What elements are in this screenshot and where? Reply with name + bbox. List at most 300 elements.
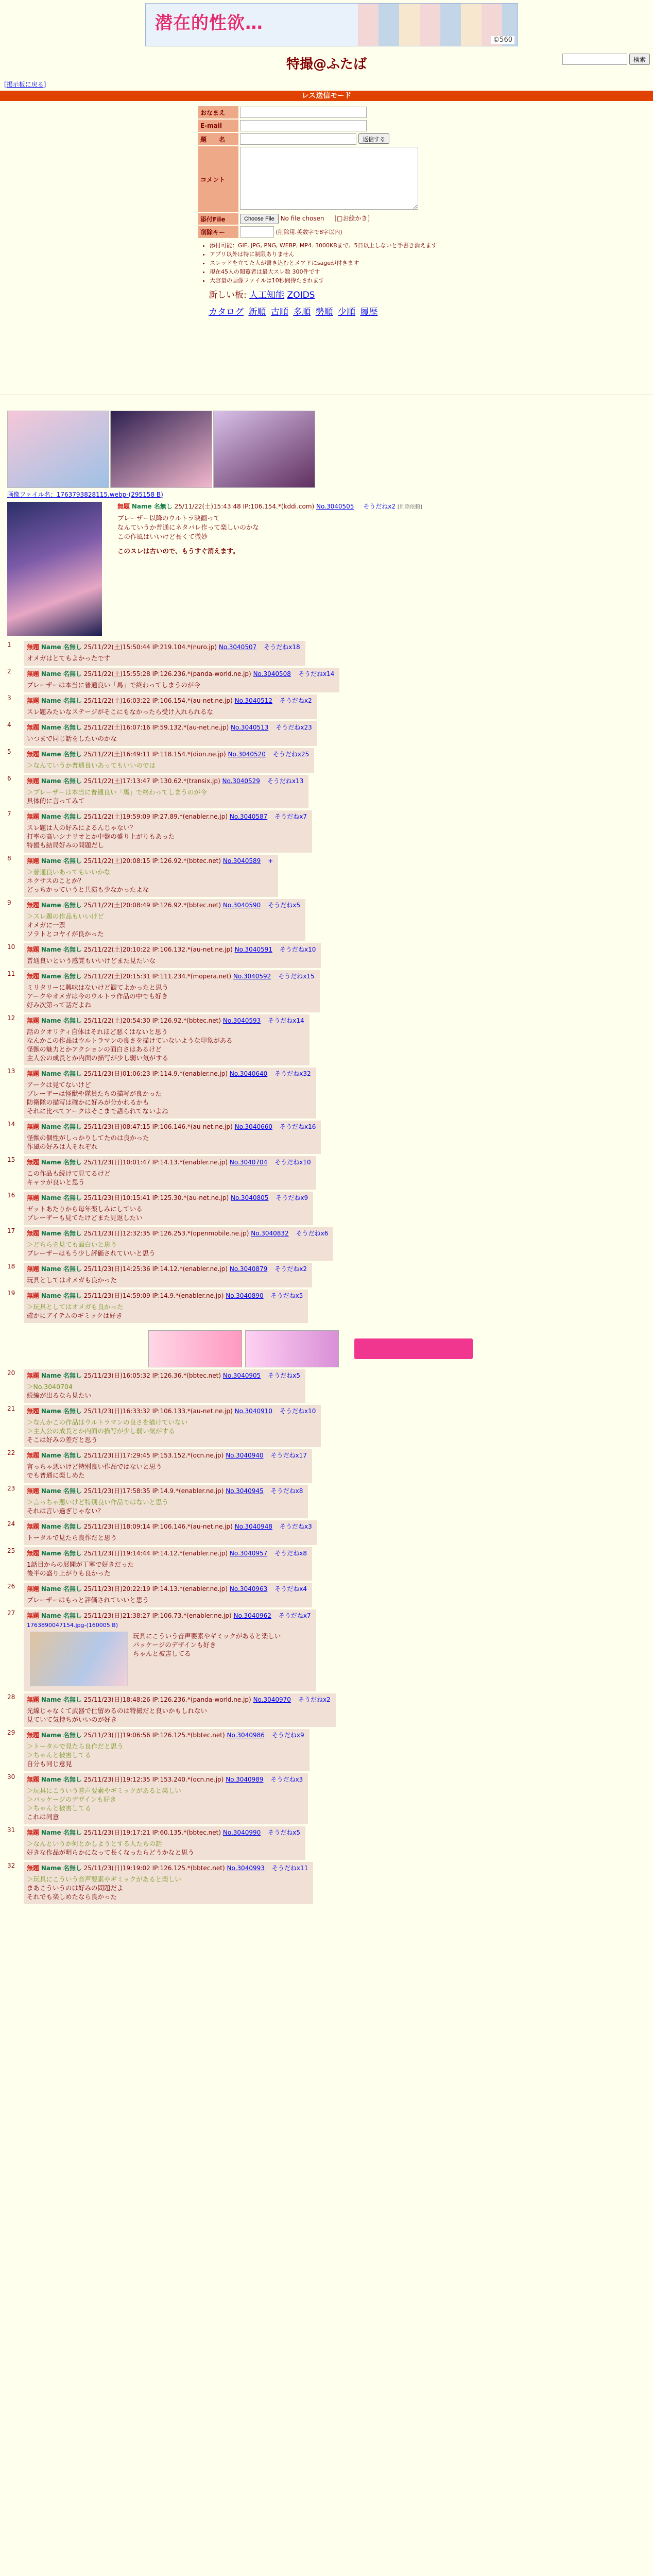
reply-name: Name 名無し (41, 1829, 82, 1836)
reply-header (27, 901, 300, 910)
reply-marker: 7 (7, 810, 11, 818)
reply-soudane[interactable]: そうだねx3 (280, 1523, 312, 1530)
reply-text (27, 681, 334, 689)
reply-line: 自分も同じ意見 (27, 1760, 72, 1768)
reply-subject: 無題 (27, 1523, 40, 1530)
reply-text (27, 654, 300, 663)
reply-line: ブレーザーも見てたけどまた見返したい (27, 1214, 143, 1222)
reply-name-value: 名無し (63, 1070, 82, 1077)
reply-marker: 11 (7, 970, 15, 977)
reply-soudane[interactable]: そうだねx6 (296, 1230, 329, 1237)
reply-soudane[interactable]: そうだねx13 (267, 777, 304, 785)
reply-soudane[interactable]: そうだねx7 (278, 1612, 311, 1619)
reply-soudane[interactable]: そうだねx9 (271, 1732, 304, 1739)
reply-number[interactable]: No.3040704 (229, 1159, 268, 1166)
name-field[interactable] (240, 107, 367, 118)
reply-row (7, 1449, 653, 1483)
reply-subject: 無題 (27, 1265, 40, 1273)
reply-name: Name 名無し (41, 777, 82, 785)
reply-soudane[interactable]: そうだねx10 (280, 1408, 316, 1415)
reply-text (27, 1027, 304, 1062)
reply-header (27, 697, 312, 705)
reply-line: なんかこの作品はウルトラマンの良さを描けていないような印象がある (27, 1037, 233, 1044)
reply-name-value: 名無し (63, 1017, 82, 1024)
search-box (562, 54, 650, 65)
reply-number[interactable]: No.3040512 (234, 697, 272, 704)
reply-soudane[interactable]: そうだねx8 (270, 1487, 303, 1495)
reply-box (24, 1609, 316, 1691)
new-board-link-ai[interactable]: 人工知能 (249, 290, 285, 300)
reply-name: Name 名無し (41, 1230, 82, 1237)
back-to-board-link[interactable]: [掲示板に戻る] (4, 81, 46, 88)
reply-marker: 19 (7, 1290, 15, 1297)
reply-number[interactable]: No.3040986 (227, 1732, 265, 1739)
reply-name: Name 名無し (41, 1452, 82, 1459)
reply-date: 25/11/22(土)15:55:28 IP:126.236.*(panda-world.ne.jp) (83, 670, 251, 677)
reply-number[interactable]: No.3040962 (233, 1612, 271, 1619)
reply-line: アークやオメガは今のウルトラ作品の中でも好き (27, 992, 168, 1000)
reply-soudane[interactable]: そうだねx5 (270, 1292, 303, 1299)
reply-header (27, 1612, 311, 1620)
reply-number[interactable]: No.3040963 (229, 1585, 268, 1592)
reply-text (27, 956, 316, 965)
reply-header (27, 750, 309, 759)
reply-marker: 4 (7, 721, 11, 728)
reply-name-value: 名無し (63, 1123, 82, 1130)
reply-line: ブレーザーは本当に普通良い「馬」で終わってしまうのが今 (27, 681, 200, 689)
quote-line: ＞No.3040704 (27, 1383, 73, 1391)
ad-image[interactable] (7, 411, 109, 488)
name-label: おなまえ (198, 106, 238, 118)
back-link-wrap (4, 80, 653, 89)
reply-soudane[interactable]: そうだねx17 (270, 1452, 307, 1459)
reply-number[interactable]: No.3040591 (234, 946, 272, 953)
reply-soudane[interactable]: そうだねx5 (268, 1372, 300, 1379)
reply-text (27, 1302, 303, 1320)
reply-text (27, 1560, 307, 1578)
rule-item: • 現在45人の閲覧者は最大スレ数 300件です (210, 267, 456, 276)
reply-number[interactable]: No.3040957 (229, 1550, 268, 1557)
reply-name-value: 名無し (63, 1372, 82, 1379)
reply-date: 25/11/23(日)21:38:27 IP:106.73.*(enabler.ne.jp) (83, 1612, 232, 1619)
reply-subject: 無題 (27, 857, 40, 865)
reply-number[interactable]: No.3040879 (229, 1265, 268, 1273)
reply-name: Name 名無し (41, 1487, 82, 1495)
reply-row (7, 721, 653, 746)
reply-name: Name 名無し (41, 1372, 82, 1379)
nav-few[interactable]: 少順 (338, 307, 356, 317)
reply-marker: 21 (7, 1405, 15, 1412)
reply-header (27, 1123, 316, 1131)
reply-number[interactable]: No.3040640 (229, 1070, 268, 1077)
nav-momentum[interactable]: 勢順 (315, 307, 333, 317)
reply-row (7, 1862, 653, 1904)
reply-name: Name 名無し (41, 1585, 82, 1592)
reply-date: 25/11/23(日)01:06:23 IP:114.9.*(enabler.ne.jp) (83, 1070, 228, 1077)
quote-line: ＞トータルで見たら良作だと思う (27, 1742, 124, 1750)
reply-number[interactable]: No.3040529 (222, 777, 260, 785)
reply-marker: 3 (7, 694, 11, 702)
ad-image[interactable] (213, 411, 315, 488)
reply-number[interactable]: No.3040990 (222, 1829, 261, 1836)
reply-thumbnail[interactable] (30, 1632, 128, 1686)
reply-number[interactable]: No.3040587 (229, 813, 268, 820)
op-line: なんていうか普通にネタバレ作って楽しいのかな (117, 523, 259, 531)
reply-box (24, 1156, 316, 1190)
reply-date: 25/11/22(土)15:50:44 IP:219.104.*(nuro.jp) (83, 643, 217, 651)
reply-row (7, 775, 653, 808)
op-body (117, 502, 581, 556)
reply-line: 怪獣の個性がしっかりしてたのは良かった (27, 1134, 149, 1142)
reply-name: Name 名無し (41, 751, 82, 758)
op-line (117, 541, 581, 547)
reply-line: 1話目からの展開が丁寧で好きだった (27, 1561, 134, 1568)
quote-line: ＞なんていうか普通良いあってもいいのでは (27, 761, 156, 769)
comment-textarea[interactable] (240, 147, 418, 210)
reply-soudane[interactable]: そうだねx25 (272, 751, 310, 758)
reply-row (7, 1263, 653, 1287)
subject-field[interactable] (240, 133, 356, 145)
reply-line: 玩具にこういう音声要素やギミックがあると楽しい (133, 1632, 281, 1640)
reply-line: 怪獣の魅力とかアクションの面白さはあるけど (27, 1045, 162, 1053)
reply-file-link[interactable]: 1763890047154.jpg-(160005 B) (27, 1622, 118, 1629)
reply-number[interactable]: No.3040660 (234, 1123, 272, 1130)
reply-box (24, 1729, 310, 1771)
top-bar (0, 0, 653, 50)
reply-name-value: 名無し (63, 1523, 82, 1530)
reply-line: これは同意 (27, 1813, 59, 1821)
reply-name-value: 名無し (63, 973, 82, 980)
reply-box (24, 1121, 321, 1154)
reply-subject: 無題 (27, 1070, 40, 1077)
reply-name: Name 名無し (41, 813, 82, 820)
reply-text (27, 823, 307, 850)
reply-text (27, 1875, 308, 1901)
reply-line: 確かにアイテムのギミックは好き (27, 1312, 123, 1319)
reply-name-value: 名無し (63, 857, 82, 865)
reply-date: 25/11/23(日)16:05:32 IP:126.36.*(bbtec.net) (83, 1372, 221, 1379)
reply-box (24, 899, 305, 941)
reply-date: 25/11/23(日)10:01:47 IP:14.13.*(enabler.ne.jp) (83, 1159, 228, 1166)
reply-soudane[interactable]: そうだねx5 (268, 902, 300, 909)
reply-line: ブレーザーはもう少し評価されていいと思う (27, 1249, 156, 1257)
nav-history[interactable]: 履歴 (360, 307, 378, 317)
reply-line: 主人公の成長とか内面の描写が少し弱い気がする (27, 1054, 169, 1062)
quote-line: ＞なんかこの作品はウルトラマンの良さを描けていない (27, 1418, 188, 1426)
reply-soudane[interactable]: そうだねx14 (268, 1017, 304, 1024)
reply-name: Name 名無し (41, 1017, 82, 1024)
reply-subject: 無題 (27, 643, 40, 651)
reply-name: Name 名無し (41, 1550, 82, 1557)
reply-number[interactable]: No.3040832 (251, 1230, 289, 1237)
reply-subject: 無題 (27, 902, 40, 909)
reply-number[interactable]: No.3040905 (222, 1372, 261, 1379)
delete-key-field[interactable] (240, 226, 274, 238)
reply-subject: 無題 (27, 1585, 40, 1592)
nav-catalog[interactable]: カタログ (209, 307, 244, 317)
reply-row (7, 1227, 653, 1261)
nav-new[interactable]: 新順 (248, 307, 266, 317)
reply-row (7, 1405, 653, 1447)
email-label: E-mail (198, 120, 238, 132)
reply-soudane[interactable]: そうだねx9 (276, 1194, 308, 1201)
op-subject: 無題 (117, 503, 130, 510)
reply-soudane[interactable]: そうだねx8 (274, 1550, 307, 1557)
reply-header (27, 945, 316, 954)
reply-marker: 20 (7, 1369, 15, 1377)
reply-subject: 無題 (27, 1550, 40, 1557)
reply-soudane[interactable]: そうだねx10 (280, 946, 316, 953)
op-file-info (7, 490, 653, 499)
reply-marker: 9 (7, 899, 11, 906)
file-label: 添付File (198, 213, 238, 225)
reply-text (27, 1382, 300, 1400)
reply-box (24, 1192, 313, 1225)
comment-label: コメント (198, 146, 238, 212)
reply-name-value: 名無し (63, 1487, 82, 1495)
quote-line: ＞玩具にこういう音声要素やギミックがあると楽しい (27, 1787, 181, 1794)
reply-text (27, 1786, 303, 1821)
reply-subject: 無題 (27, 1696, 40, 1703)
reply-box (24, 694, 317, 719)
reply-date: 25/11/23(日)12:32:35 IP:126.253.*(openmobile.ne.jp) (83, 1230, 249, 1237)
reply-name: Name 名無し (41, 1123, 82, 1130)
reply-subject: 無題 (27, 1017, 40, 1024)
reply-name: Name 名無し (41, 643, 82, 651)
reply-number[interactable]: No.3040508 (253, 670, 291, 677)
reply-date: 25/11/23(日)08:47:15 IP:106.146.*(au-net.ne.jp) (83, 1123, 233, 1130)
reply-number[interactable]: No.3040940 (226, 1452, 264, 1459)
reply-date: 25/11/23(日)14:25:36 IP:14.12.*(enabler.ne.jp) (83, 1265, 228, 1273)
reply-soudane[interactable]: そうだねx23 (276, 724, 312, 731)
reply-box (24, 1520, 317, 1545)
reply-soudane[interactable]: そうだねx11 (271, 1865, 308, 1872)
reply-soudane[interactable]: そうだねx5 (268, 1829, 300, 1836)
reply-box (24, 1547, 312, 1581)
reply-number[interactable]: No.3040589 (222, 857, 261, 865)
reply-name-value: 名無し (63, 1776, 82, 1783)
op-post (7, 502, 653, 579)
reply-line: アークは見てないけど (27, 1081, 91, 1089)
reply-soudane[interactable]: そうだねx18 (264, 643, 300, 651)
reply-marker: 17 (7, 1227, 15, 1234)
reply-box (24, 1263, 312, 1287)
reply-name-value: 名無し (63, 902, 82, 909)
reply-soudane[interactable]: そうだねx2 (298, 1696, 331, 1703)
reply-date: 25/11/23(日)19:12:35 IP:153.240.*(ocn.ne.jp) (83, 1776, 224, 1783)
op-header (117, 502, 581, 511)
reply-box (24, 970, 320, 1012)
reply-text (27, 1498, 303, 1515)
reply-soudane[interactable]: そうだねx3 (270, 1776, 303, 1783)
reply-number[interactable]: No.3040890 (226, 1292, 264, 1299)
reply-text (27, 912, 300, 938)
sort-nav (209, 304, 456, 317)
reply-marker: 8 (7, 855, 11, 862)
reply-text (27, 788, 303, 805)
reply-header (27, 1696, 331, 1704)
reply-box (24, 748, 314, 773)
quote-line: ＞ちゃんと被害してる (27, 1804, 92, 1812)
reply-soudane[interactable]: + (268, 857, 273, 865)
new-boards-label: 新しい板: (209, 290, 247, 300)
reply-row (7, 1583, 653, 1607)
reply-subject: 無題 (27, 1230, 40, 1237)
reply-marker: 1 (7, 641, 11, 648)
reply-row (7, 1773, 653, 1824)
reply-header (27, 812, 307, 821)
reply-soudane[interactable]: そうだねx15 (278, 973, 315, 980)
reply-date: 25/11/23(日)16:33:32 IP:106.133.*(au-net.ne.jp) (83, 1408, 233, 1415)
nav-old[interactable]: 古順 (270, 307, 288, 317)
reply-name-value: 名無し (63, 1732, 82, 1739)
reply-name-value: 名無し (63, 946, 82, 953)
reply-box (24, 1693, 336, 1727)
reply-box (24, 855, 278, 897)
reply-name-value: 名無し (63, 1265, 82, 1273)
reply-row (7, 1609, 653, 1691)
reply-name: Name 名無し (41, 670, 82, 677)
reply-date: 25/11/23(日)14:59:09 IP:14.9.*(enabler.ne.jp) (83, 1292, 224, 1299)
reply-number[interactable]: No.3040948 (234, 1523, 272, 1530)
reply-subject: 無題 (27, 670, 40, 677)
search-input[interactable] (562, 54, 627, 65)
reply-line: 玩具としてはオメガも良かった (27, 1276, 117, 1284)
reply-subject: 無題 (27, 1372, 40, 1379)
top-banner-ad[interactable] (145, 3, 518, 46)
reply-marker: 12 (7, 1014, 15, 1022)
reply-line: 後半の盛り上がりも良かった (27, 1569, 111, 1577)
delete-key-note: (削除用.英数字で8字以内) (276, 229, 342, 235)
reply-text (27, 1276, 307, 1284)
reply-text (27, 707, 312, 716)
reply-soudane[interactable]: そうだねx2 (280, 697, 312, 704)
reply-number[interactable]: No.3040520 (228, 751, 266, 758)
reply-line: ミリタリーに興味はないけど観てよかったと思う (27, 984, 169, 991)
reply-soudane[interactable]: そうだねx10 (274, 1159, 311, 1166)
op-number[interactable]: No.3040505 (316, 503, 354, 510)
reply-row (7, 1547, 653, 1581)
reply-number[interactable]: No.3040993 (227, 1865, 265, 1872)
reply-line: パッケージのデザインも好き (133, 1641, 216, 1649)
reply-number[interactable]: No.3040805 (231, 1194, 269, 1201)
rule-item: • 大容量の画像ファイルは10秒間待たされます (210, 276, 456, 284)
ad-banner[interactable] (245, 1330, 339, 1367)
reply-number[interactable]: No.3040592 (233, 973, 271, 980)
reply-box (24, 668, 339, 692)
op-delete-request[interactable]: [削除依頼] (397, 504, 422, 510)
reply-subject: 無題 (27, 1408, 40, 1415)
ad-chat-button[interactable] (354, 1338, 473, 1359)
op-thumbnail[interactable] (7, 502, 102, 636)
nav-many[interactable]: 多順 (293, 307, 311, 317)
reply-marker: 6 (7, 775, 11, 782)
reply-line: 打率の高いシナリオとか中盤の盛り上がりもあった (27, 833, 175, 840)
reply-box (24, 1369, 305, 1403)
reply-line: まあこういうのは好みの問題だよ (27, 1884, 124, 1892)
paint-checkbox[interactable]: [□お絵かき] (334, 215, 370, 222)
reply-header (27, 1522, 312, 1531)
reply-date: 25/11/22(土)17:13:47 IP:130.62.*(transix.jp) (83, 777, 220, 785)
email-field[interactable] (240, 120, 367, 131)
quote-line: ＞玩具としてはオメガも良かった (27, 1303, 124, 1311)
reply-marker: 26 (7, 1583, 15, 1590)
reply-name-value: 名無し (63, 1585, 82, 1592)
reply-box (24, 1862, 313, 1904)
reply-marker: 25 (7, 1547, 15, 1554)
reply-soudane[interactable]: そうだねx32 (274, 1070, 311, 1077)
reply-number[interactable]: No.3040593 (222, 1017, 261, 1024)
reply-number[interactable]: No.3040989 (226, 1776, 264, 1783)
reply-number[interactable]: No.3040590 (222, 902, 261, 909)
ad-banner[interactable] (148, 1330, 242, 1367)
reply-name: Name 名無し (41, 1292, 82, 1299)
reply-box (24, 1290, 308, 1323)
reply-number[interactable]: No.3040910 (234, 1408, 272, 1415)
reply-line: ゼットあたりから毎年楽しみにしている (27, 1205, 143, 1213)
reply-soudane[interactable]: そうだねx14 (298, 670, 335, 677)
reply-row (7, 641, 653, 666)
reply-soudane[interactable]: そうだねx4 (274, 1585, 307, 1592)
reply-subject: 無題 (27, 751, 40, 758)
op-expire-notice: このスレは古いので、もうすぐ消えます。 (117, 547, 239, 555)
reply-marker: 28 (7, 1693, 15, 1701)
reply-number[interactable]: No.3040507 (218, 643, 257, 651)
reply-number[interactable]: No.3040513 (231, 724, 269, 731)
reply-marker: 29 (7, 1729, 15, 1736)
reply-text (27, 1839, 300, 1857)
reply-header (27, 1194, 308, 1202)
reply-name-value: 名無し (63, 1159, 82, 1166)
reply-date: 25/11/22(土)16:03:22 IP:106.154.*(au-net.ne.jp) (83, 697, 233, 704)
reply-soudane[interactable]: そうだねx2 (274, 1265, 307, 1273)
reply-marker: 27 (7, 1609, 15, 1617)
reply-name-value: 名無し (63, 1550, 82, 1557)
reply-subject: 無題 (27, 1776, 40, 1783)
op-text (117, 514, 581, 556)
choose-file-button[interactable]: Choose File (240, 214, 279, 224)
search-button[interactable]: 検索 (629, 54, 650, 65)
reply-subject: 無題 (27, 777, 40, 785)
reply-name-value: 名無し (63, 670, 82, 677)
reply-row (7, 1067, 653, 1118)
new-board-link-zoids[interactable]: ZOIDS (287, 290, 315, 300)
reply-number[interactable]: No.3040945 (226, 1487, 264, 1495)
submit-button[interactable]: 返信する (358, 133, 389, 144)
reply-date: 25/11/22(土)16:49:11 IP:118.154.*(dion.ne.jp) (83, 751, 226, 758)
reply-subject: 無題 (27, 1159, 40, 1166)
ad-image[interactable] (110, 411, 212, 488)
reply-name-value: 名無し (63, 777, 82, 785)
reply-name: Name 名無し (41, 1776, 82, 1783)
op-soudane[interactable]: そうだねx2 (363, 503, 396, 510)
reply-number[interactable]: No.3040970 (253, 1696, 291, 1703)
reply-header (27, 1451, 307, 1460)
reply-line: 好きな作品が明らかになって長くなったらどうかなと思う (27, 1849, 195, 1856)
reply-soudane[interactable]: そうだねx7 (274, 813, 307, 820)
quote-line: ＞ブレーザーは本当に普通良い「馬」で終わってしまうのが今 (27, 788, 207, 796)
reply-line: それでも楽しめたなら良かった (27, 1893, 117, 1901)
reply-soudane[interactable]: そうだねx16 (280, 1123, 316, 1130)
reply-date: 25/11/22(土)19:59:09 IP:27.89.*(enabler.ne.jp) (83, 813, 228, 820)
reply-subject: 無題 (27, 973, 40, 980)
post-form-table (197, 105, 420, 239)
reply-line: 好み次第って話だよね (27, 1001, 92, 1009)
reply-line: オメガはとてもよかったです (27, 654, 111, 662)
op-file-link[interactable]: 画像ファイル名：1763793828115.webp-(295158 B) (7, 491, 163, 498)
reply-header (27, 1016, 304, 1025)
reply-header (27, 1265, 307, 1274)
